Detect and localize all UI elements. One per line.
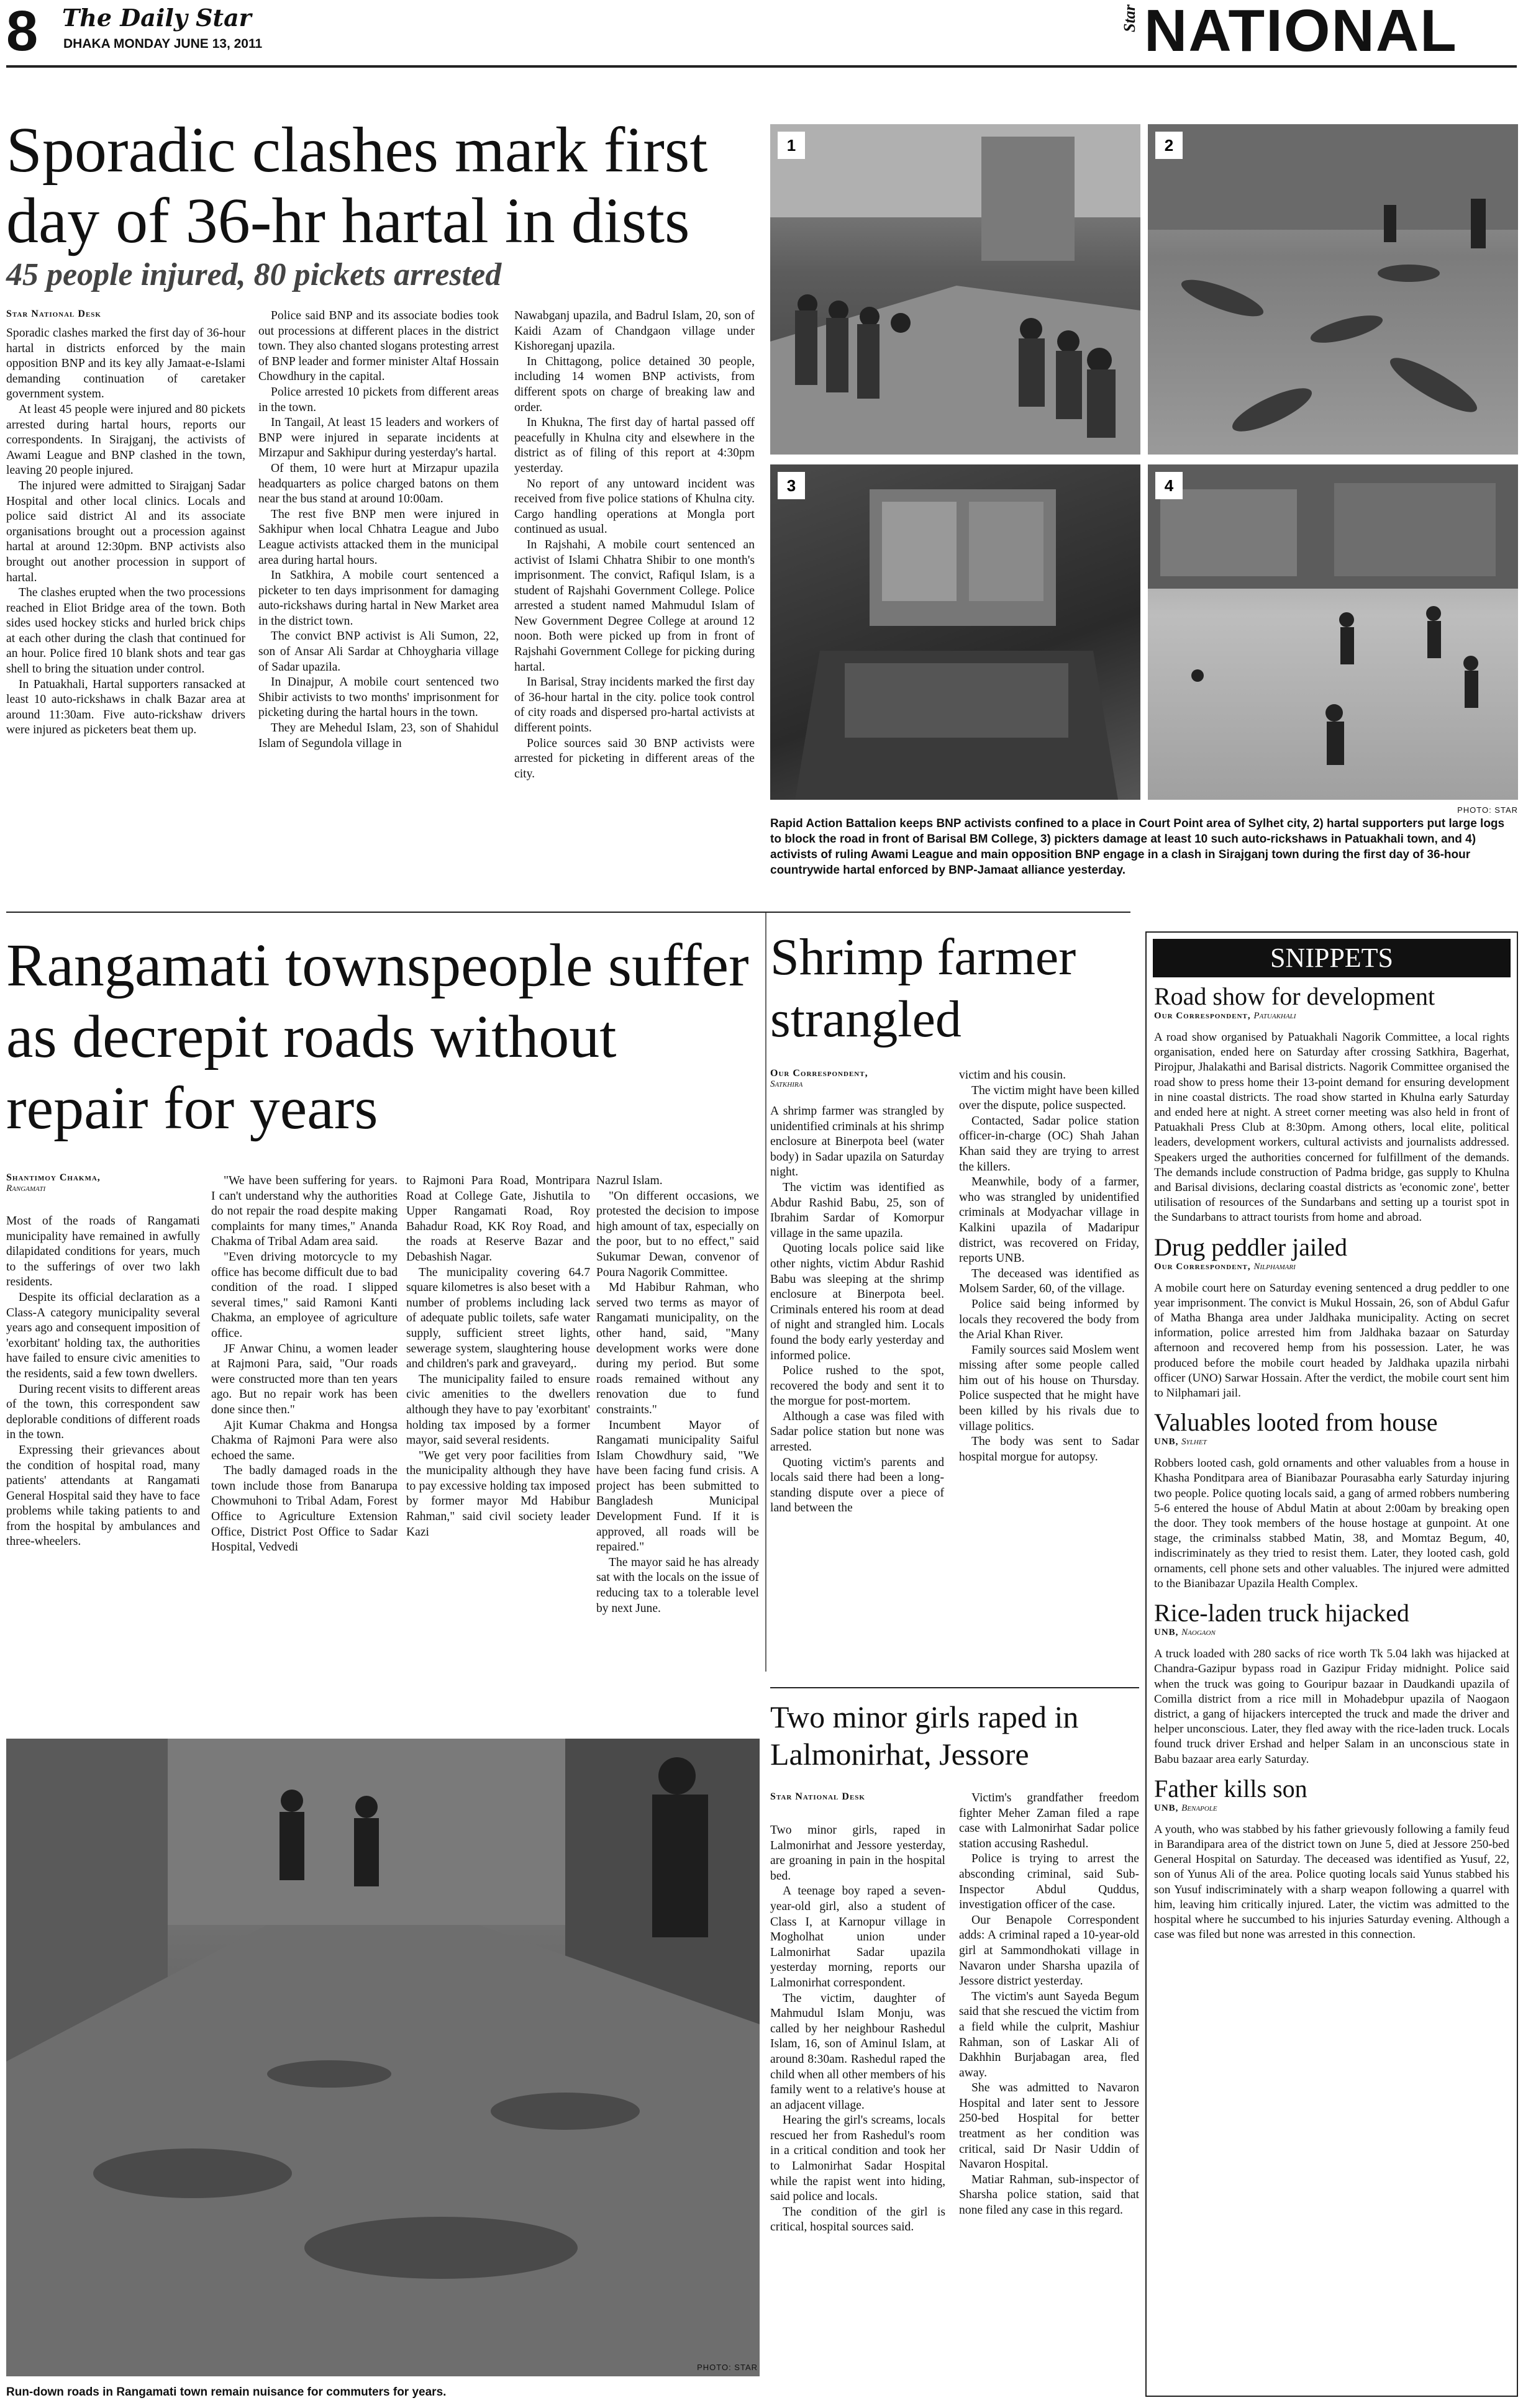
paragraph: Quoting locals police said like other nights, victim Abdur Rashid Babu was sleeping at the shrimp enclosure at Binerpota beel. Criminals entered his room at dead of night and strangled him. Locals found the body early yesterday and informed police. — [770, 1242, 944, 1362]
paragraph: Ajit Kumar Chakma and Hongsa Chakma of Rajmoni Para were also echoed the same. — [211, 1418, 398, 1462]
snippet-text: A mobile court here on Saturday evening sentenced a drug peddler to one year imprisonment. The convict is Mukul Hossain, 26, son of Abdul Gafur of Matha Bhanga area under Jaldhaka municipality. Acting on secret information, police arrested him from Jaldhaka bazaar on Saturday afternoon and recovered hemp from his possession. Later, he was produced before the mobile court headed by Jaldhaka upazila nirbahi officer (UNO) Sarwar Hossain. After the verdict, the mobile court sent him to Nilphamari jail. — [1154, 1281, 1509, 1400]
section-title: NATIONAL — [1144, 0, 1458, 64]
paragraph: In Patuakhali, Hartal supporters ransacked at least 10 auto-rickshaws in chalk Bazar area at around 11:30am. Five auto-rickshaw drivers were injured as picketers beat them up. — [6, 677, 245, 737]
paragraph: Sporadic clashes marked the first day of 36-hour hartal in districts enforced by the main opposition BNP and its key ally Jamaat-e-Islami demanding continuation of caretaker government system. — [6, 327, 245, 401]
hartal-col-1 — [6, 326, 245, 738]
paragraph: In Barisal, Stray incidents marked the first day of 36-hour hartal in the city. police took control of city roads and dispersed pro-hartal activists at different points. — [514, 676, 755, 735]
snippet-item — [1154, 1775, 1509, 1943]
paragraph: In Satkhira, A mobile court sentenced a picketer to ten days imprisonment for damaging auto-rickshaws during hartal in New Market area in the district town. — [258, 569, 499, 628]
snippets-box — [1145, 931, 1518, 2397]
paragraph: Although a case was filed with Sadar police station but none was arrested. — [770, 1410, 944, 1454]
snippet-title: Valuables looted from house — [1154, 1408, 1438, 1437]
photo-credit: PHOTO: STAR — [1457, 805, 1518, 815]
byline-name: UNB, — [1154, 1437, 1179, 1447]
rangamati-caption: Run-down roads in Rangamati town remain nuisance for commuters for years. — [6, 2386, 447, 2399]
rangamati-col-4 — [596, 1174, 759, 1616]
hartal-photo-4 — [1148, 464, 1518, 800]
snippet-title: Drug peddler jailed — [1154, 1233, 1347, 1261]
dateline: DHAKA MONDAY JUNE 13, 2011 — [63, 37, 263, 51]
paragraph: The mayor said he has already sat with the locals on the issue of reducing tax to a tolerable level by next June. — [596, 1555, 759, 1615]
rangamati-byline — [6, 1172, 180, 1194]
hartal-col-2 — [258, 309, 499, 751]
snippet-byline — [1154, 1803, 1509, 1814]
byline-place: Patuakhali — [1253, 1011, 1296, 1021]
paragraph: Police said BNP and its associate bodies took out processions at different places in the district town. They also chanted slogans protesting arrest of BNP leader and former minister Altaf Hossain Chowdhury in the capital. — [258, 309, 499, 384]
minors-headline: Two minor girls raped in Lalmonirhat, Jessore — [770, 1700, 1079, 1772]
paragraph: A shrimp farmer was strangled by unidentified criminals at his shrimp enclosure at Binerpota beel (water body) in Sadar upazila on Saturday night. — [770, 1105, 944, 1179]
paragraph: Police said being informed by locals they recovered the body from the Arial Khan River. — [959, 1297, 1139, 1342]
rangamati-col-3 — [406, 1174, 590, 1540]
byline-name: UNB, — [1154, 1627, 1179, 1638]
rangamati-photo — [6, 1739, 760, 2376]
divider — [6, 912, 1130, 913]
rangamati-col-1 — [6, 1214, 200, 1550]
paragraph: Matiar Rahman, sub-inspector of Sharsha police station, said that none filed any case in this regard. — [959, 2173, 1139, 2217]
snippet-text: A youth, who was stabbed by his father grievously following a family feud in Barandipara area of the district town on June 5, died at Jessore 250-bed General Hospital on Saturday. The deceased was identified as Yusuf, 22, son of Yunus Ali of the area. Police quoting locals said Yunus stabbed his son Yusuf indiscriminately with a sharp weapon following a quarrel with him, leaving him critically injured. Later, the victim was admitted to the hospital where he succumbed to his injuries Saturday evening. Although a case was filed but none was arrested in this connection. — [1154, 1822, 1509, 1942]
rangamati-col-2 — [211, 1174, 398, 1555]
shrimp-headline: Shrimp farmer strangled — [770, 928, 1076, 1048]
paragraph: In Tangail, At least 15 leaders and workers of BNP were injured in separate incidents at Mirzapur and Sakhipur during yesterday's hartal. — [258, 416, 499, 460]
paragraph: "We get very poor facilities from the municipality although they have to pay excessive holding tax imposed by former mayor Md Habibur Rahman," said civil society leader Kazi — [406, 1449, 590, 1539]
paragraph: Md Habibur Rahman, who served two terms as mayor of Rangamati municipality, on the other hand, said, "Many development works were done during my period. But some roads remained without any renovation due to fund constraints." — [596, 1281, 759, 1416]
snippets-banner: SNIPPETS — [1153, 939, 1511, 977]
paragraph: The victim's aunt Sayeda Begum said that she rescued the victim from a field while the culprit, Mashiur Rahman, son of Laskar Ali of Dakhhin Burjabagan area, fled away. — [959, 1989, 1139, 2080]
paragraph: In Rajshahi, A mobile court sentenced an activist of Islami Chhatra Shibir to one month's imprisonment. The convict, Rafiqul Islam, is a student of Rajshahi Government College. Police arrested a student named Mahmudul Islam of New Government Degree College at around 12 noon. Both were picked up from in front of Rajshahi Government College for picking during hartal. — [514, 538, 755, 674]
paragraph: Despite its official declaration as a Class-A category municipality several years ago and consequent imposition of 'exorbitant' holding tax, the authorities have failed to ensure civic amenities to the residents, said a few town dwellers. — [6, 1290, 200, 1380]
paragraph: Police is trying to arrest the absconding criminal, said Sub-Inspector Abdul Quddus, investigation officer of the case. — [959, 1852, 1139, 1912]
damaged-rickshaw-image — [770, 464, 1140, 800]
snippet-item — [1154, 982, 1509, 1226]
paragraph: Police rushed to the spot, recovered the body and sent it to the morgue for post-mortem. — [770, 1364, 944, 1408]
shrimp-col-2 — [959, 1068, 1139, 1465]
paragraph: They are Mehedul Islam, 23, son of Shahidul Islam of Segundola village in — [258, 722, 499, 750]
broken-road-image — [6, 1739, 760, 2376]
paragraph: Expressing their grievances about the condition of hospital road, many patients' attendants at Rangamati General Hospital said they have to face problems while taking patients to and from the hospital by ambulances and three-wheelers. — [6, 1443, 200, 1549]
snippet-byline — [1154, 1437, 1509, 1447]
paragraph: Our Benapole Correspondent adds: A criminal raped a 10-year-old girl at Sammondhokati village in Navaron under Sharsha upazila of Jessore district yesterday. — [959, 1913, 1139, 1988]
snippet-text: A truck loaded with 280 sacks of rice worth Tk 5.04 lakh was hijacked at Chandra-Gazipur bypass road in Gazipur Friday midnight. Police said when the truck was going to Gouripur bazaar in Daudkandi upazila of Comilla district from a rice mill in Mohadebpur upazila of Naogaon district, a gang of hijackers intercepted the truck and made the driver and helper unconscious. Later, they fled away with the rice-laden truck. Locals found truck driver Ershad and helper Salam in an unconscious state in Babu bazaar area early Saturday. — [1154, 1647, 1509, 1766]
paragraph: The deceased was identified as Molsem Sarder, 60, of the village. — [959, 1267, 1139, 1296]
paragraph: "Even driving motorcycle to my office has become difficult due to bad condition of the road. I slipped several times," said Ramoni Kanti Chakma, an employee of agriculture office. — [211, 1250, 398, 1340]
paragraph: Police arrested 10 pickets from different areas in the town. — [258, 385, 499, 414]
paragraph: A teenage boy raped a seven-year-old girl, also a student of Class I, at Karnopur village in Mogholhat union under Lalmonirhat Sadar upazila yesterday morning, reports our Lalmonirhat correspondent. — [770, 1885, 945, 1989]
page-number: 8 — [6, 0, 39, 63]
paragraph: to Rajmoni Para Road, Montripara Road at College Gate, Jishutila to Upper Rangamati Road, Roy Bahadur Road, KK Roy Road, and the roads at Reserve Bazar and Debashish Nagar. — [406, 1174, 590, 1264]
byline-name: Our Correspondent, — [770, 1068, 868, 1079]
snippet-item — [1154, 1408, 1509, 1591]
hartal-photo-2 — [1148, 124, 1518, 455]
paragraph: Hearing the girl's screams, locals rescued her from Rashedul's room in a critical condition and took her to Lalmonirhat Sadar Hospital while the rapist went into hiding, said police and locals. — [770, 2114, 945, 2204]
paragraph: The badly damaged roads in the town include those from Banarupa Chowmuhoni to Tribal Adam, Forest Office to Agriculture Extension Office, District Post Office to Sadar Hospital, Vedvedi — [211, 1464, 398, 1554]
masthead-rule — [6, 65, 1517, 68]
shrimp-col-1 — [770, 1104, 944, 1516]
byline-name: Our Correspondent, — [1154, 1011, 1251, 1021]
paragraph: At least 45 people were injured and 80 pickets arrested during hartal hours, reports our correspondents. In Sirajganj, the activists of Awami League and BNP clashed in the town, leaving 20 people injured. — [6, 402, 245, 478]
photo-number: 3 — [778, 472, 805, 499]
paragraph: The clashes erupted when the two processions reached in Eliot Bridge area of the town. Both sides used hockey sticks and hurled brick chips at each other during the clash that continued for an hour. Police fired 10 blank shots and tear gas shell to bring the situation under control. — [6, 586, 245, 676]
paragraph: Most of the roads of Rangamati municipality have remained in awfully dilapidated conditions for years, much to the sufferings of over two lakh residents. — [6, 1215, 200, 1289]
byline-place: Naogaon — [1181, 1627, 1216, 1638]
paragraph: Of them, 10 were hurt at Mirzapur upazila headquarters as police charged batons on them near the bus stand at around 10:00am. — [258, 461, 499, 506]
snippet-title: Road show for development — [1154, 982, 1435, 1010]
hartal-photo-1 — [770, 124, 1140, 455]
paragraph: "We have been suffering for years. I can't understand why the authorities do not repair the road despite making complaints for many times," Ananda Chakma of Tribal Adam area said. — [211, 1174, 398, 1249]
snippet-item — [1154, 1599, 1509, 1767]
hartal-caption: Rapid Action Battalion keeps BNP activists confined to a place in Court Point area of Sylhet city, 2) hartal supporters put large logs to block the road in front of Barisal BM College, 3) pickters damage at least 10 such auto-rickshaws in Patuakhali town, and 4) activists of ruling Awami League and main opposition BNP engage in a clash in Sirajganj town during the first day of 36-hour countrywide hartal enforced by BNP-Jamaat alliance yesterday. — [770, 817, 1505, 877]
masthead — [0, 0, 1523, 65]
divider — [765, 913, 766, 1672]
paragraph: Meanwhile, body of a farmer, who was strangled by unidentified criminals at Modyachar village in Kalkini upazila of Madaripur district, was recovered on Friday, reports UNB. — [959, 1175, 1139, 1265]
snippet-byline — [1154, 1262, 1509, 1272]
paragraph: The victim was identified as Abdur Rashid Babu, 25, son of Ibrahim Sardar of Komorpur village in the same upazila. — [770, 1180, 944, 1240]
paragraph: She was admitted to Navaron Hospital and later sent to Jessore 250-bed Hospital for better treatment as her condition was critical, said Dr Nasir Uddin of Navaron Hospital. — [959, 2081, 1139, 2171]
paragraph: Contacted, Sadar police station officer-in-charge (OC) Shah Jahan Khan said they are trying to arrest the killers. — [959, 1114, 1139, 1174]
snippet-byline — [1154, 1627, 1509, 1638]
paragraph: The condition of the girl is critical, hospital sources said. — [770, 2205, 945, 2234]
byline-name: UNB, — [1154, 1803, 1179, 1813]
paragraph: The injured were admitted to Sirajganj Sadar Hospital and other local clinics. Locals and police said district Al and its associate organisations brought out a procession against hartal at around 12:30pm. BNP activists also brought out another procession in support of hartal. — [6, 479, 245, 584]
paragraph: JF Anwar Chinu, a women leader at Rajmoni Para, said, "Our roads were constructed more than ten years ago. But no repair work has been done since then." — [211, 1342, 398, 1416]
byline-place: Nilphamari — [1253, 1261, 1296, 1272]
rangamati-headline: Rangamati townspeople suffer as decrepit roads without repair for years — [6, 932, 749, 1142]
snippet-text: A road show organised by Patuakhali Nagorik Committee, a local rights organisation, ended here on Saturday after crossing Satkhira, Bagerhat, Pirojpur, Jhalakathi and Barisal districts. Nagorik Committee organised the road show to press home their 13-point demand for ensuring development in nine coastal districts. The road show started in Khulna early Saturday and ended here at night. A street corner meeting was also held in front of Patuakhali Press Club at 8:30pm. Among others, local elite, political leaders, development workers, cultural activists and journalists addressed. Speakers urged the authorities concerned for fulfillment of the demands. The demands include construction of Padma bridge, gas supply to Khulna and Barisal divisions, declaring coastal districts as 'economic zone', better utilisation of resources of the Sundarbans and setting up a tourist spot in the Sundarbans to attract tourists from home and abroad. — [1154, 1031, 1509, 1224]
paragraph: The victim might have been killed over the dispute, police suspected. — [959, 1084, 1139, 1113]
snippet-text: Robbers looted cash, gold ornaments and other valuables from a house in Khasha Ponditpara area of Bianibazar Pourasabha early Saturday injuring two people. Police quoting locals said, a gang of armed robbers numbering 5-6 entered the house of Abdul Matin at about 2:00am by breaking open the door. They took members of the house hostage at gunpoint. At one stage, the criminalss stabbed Matin, 38, and Momtaz Begum, 40, indiscriminately as they tried to resist them. Later, they looted cash, gold ornaments, cell phone sets and other valuables. The injured were admitted to the Bianibazar Upazila Health Complex. — [1154, 1457, 1509, 1590]
paragraph: Family sources said Moslem went missing after some people called him out of his house on Thursday. Police suspected that he might have been killed by his rivals due to village politics. — [959, 1343, 1139, 1433]
paragraph: The municipality covering 64.7 square kilometres is also beset with a number of problems including lack of adequate public toilets, safe water supply, sufficient street lights, sewerage system, slaughtering house and children's park and graveyard,. — [406, 1265, 590, 1371]
byline-name: Our Correspondent, — [1154, 1261, 1251, 1272]
paragraph: Quoting victim's parents and locals said there had been a long-standing dispute over a piece of land between the — [770, 1455, 944, 1515]
byline-place: Rangamati — [6, 1184, 46, 1193]
hartal-col-3 — [514, 309, 755, 782]
snippet-title: Father kills son — [1154, 1774, 1307, 1803]
paragraph: Nazrul Islam. — [596, 1174, 663, 1187]
byline-place: Satkhira — [770, 1079, 803, 1089]
byline-place: Sylhet — [1181, 1437, 1207, 1447]
paragraph: Nawabganj upazila, and Badrul Islam, 20, son of Kaidi Azam of Chandgaon village under Kishoreganj upazila. — [514, 309, 755, 353]
paragraph: The municipality failed to ensure civic amenities to the dwellers although they have to pay 'exorbitant' holding tax imposed by a former mayor, said several residents. — [406, 1372, 590, 1447]
paragraph: The convict BNP activist is Ali Sumon, 22, son of Ansar Ali Sardar at Chhoygharia village of Sadar upazila. — [258, 630, 499, 674]
paragraph: "On different occasions, we protested the decision to impose high amount of tax, especially on the poor, but to no effect," said Sukumar Dewan, convenor of Poura Nagorik Committee. — [596, 1189, 759, 1279]
byline-place: Benapole — [1181, 1803, 1217, 1813]
divider — [770, 1687, 1139, 1688]
photo-number: 4 — [1155, 472, 1183, 499]
paragraph: In Dinajpur, A mobile court sentenced two Shibir activists to two months' imprisonment for picketing during the hartal hours in the town. — [258, 676, 499, 720]
crowd-image — [770, 124, 1140, 455]
hartal-subhead: 45 people injured, 80 pickets arrested — [6, 257, 502, 292]
paragraph: Victim's grandfather freedom fighter Meher Zaman filed a rape case with Lalmonirhat Sadar police station accusing Rashedul. — [959, 1791, 1139, 1850]
road-logs-image — [1148, 124, 1518, 455]
minors-byline: Star National Desk — [770, 1791, 865, 1802]
paper-name: The Daily Star — [62, 4, 252, 32]
hartal-photo-3 — [770, 464, 1140, 800]
section-logo: Star — [1121, 4, 1139, 32]
paragraph: During recent visits to different areas of the town, this correspondent saw deplorable conditions of different roads in the town. — [6, 1382, 200, 1442]
snippet-item — [1154, 1233, 1509, 1401]
minors-col-1 — [770, 1823, 945, 2235]
byline-name: Shantimoy Chakma, — [6, 1172, 101, 1183]
photo-number: 2 — [1155, 132, 1183, 159]
paragraph: Two minor girls, raped in Lalmonirhat and Jessore yesterday, are groaning in pain in the hospital bed. — [770, 1824, 945, 1883]
paragraph: Police sources said 30 BNP activists were arrested for picketing in different areas of the city. — [514, 736, 755, 781]
paragraph: The rest five BNP men were injured in Sakhipur when local Chhatra League and Jubo League activists attacked them in the municipal area during hartal hours. — [258, 507, 499, 567]
paragraph: Incumbent Mayor of Rangamati municipality Saiful Islam Chowdhury said, "We have been facing fund crisis. A project has been submitted to Bangladesh Municipal Development Fund. If it is approved, all roads will be repaired." — [596, 1418, 759, 1554]
photo-number: 1 — [778, 132, 805, 159]
street-clash-image — [1148, 464, 1518, 800]
hartal-headline: Sporadic clashes mark first day of 36-hr hartal in dists — [6, 114, 708, 256]
snippet-byline — [1154, 1011, 1509, 1021]
paragraph: In Chittagong, police detained 30 people, including 14 women BNP activists, from different spots on charge of breaking law and order. — [514, 355, 755, 414]
paragraph: The victim, daughter of Mahmudul Islam Monju, was called by her neighbour Rashedul Islam, 16, son of Aminul Islam, at around 8:30am. Rashedul raped the child when all other members of his family went to a relative's house at an adjacent village. — [770, 1991, 945, 2112]
shrimp-byline — [770, 1068, 944, 1090]
paragraph: In Khukna, The first day of hartal passed off peacefully in Khulna city and elsewhere in the district as of filing of this report at 4:30pm yesterday. — [514, 416, 755, 475]
paragraph: No report of any untoward incident was received from five police stations of Khulna city. Cargo handling operations at Mongla port continued as usual. — [514, 477, 755, 536]
paragraph: victim and his cousin. — [959, 1069, 1066, 1082]
minors-col-2 — [959, 1791, 1139, 2219]
hartal-byline: Star National Desk — [6, 309, 101, 319]
photo-credit: PHOTO: STAR — [697, 2363, 758, 2372]
snippet-title: Rice-laden truck hijacked — [1154, 1599, 1409, 1627]
paragraph: The body was sent to Sadar hospital morgue for autopsy. — [959, 1435, 1139, 1464]
